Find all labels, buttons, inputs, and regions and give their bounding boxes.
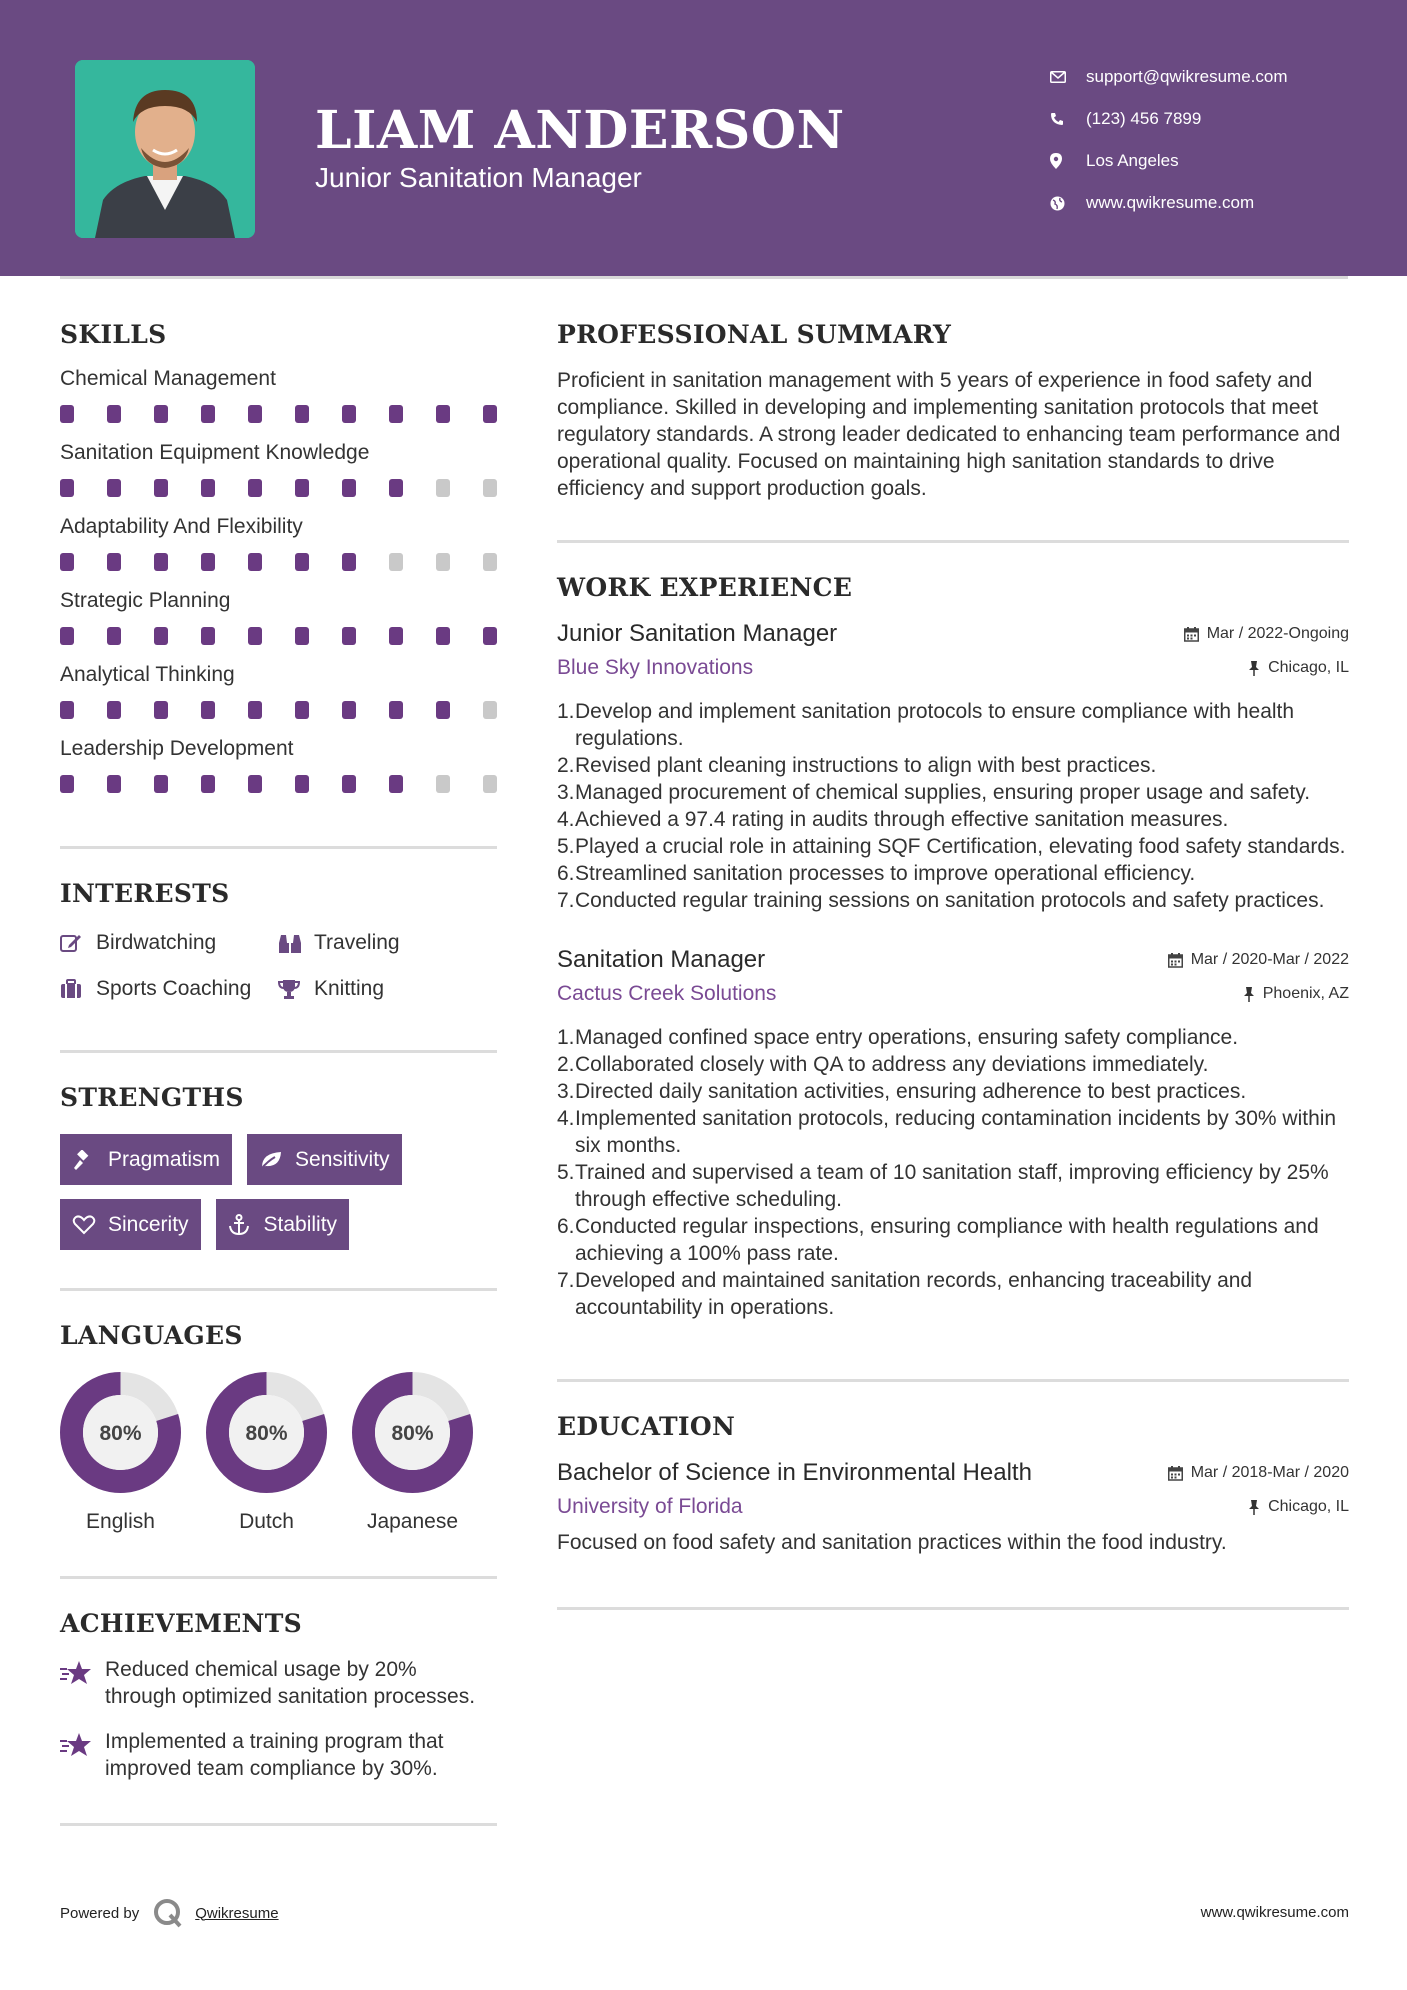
language-item	[206, 1372, 327, 1534]
bullet-text: Conducted regular inspections, ensuring compliance with health regulations and achieving a 100% pass rate.	[575, 1215, 1319, 1265]
rating-dot-filled	[248, 479, 262, 497]
rating-dot-filled	[295, 479, 309, 497]
strength-label: Sincerity	[108, 1212, 189, 1236]
rating-dot-filled	[107, 627, 121, 645]
rating-dot-filled	[107, 405, 121, 423]
rating-dot-filled	[389, 775, 403, 793]
skill-rating	[60, 479, 497, 497]
achievement-item	[60, 1728, 497, 1782]
rating-dot-filled	[342, 775, 356, 793]
candidate-title: Junior Sanitation Manager	[315, 162, 642, 193]
list-item: 7. Developed and maintained sanitation records, enhancing traceability and accountability in operations.	[557, 1267, 1349, 1321]
job-subheader	[557, 656, 1349, 680]
rating-dot-filled	[295, 553, 309, 571]
list-item: 4. Achieved a 97.4 rating in audits through effective sanitation measures.	[557, 808, 1229, 831]
language-progress-ring	[352, 1372, 473, 1493]
rating-dot-filled	[436, 405, 450, 423]
job-entry	[557, 620, 1349, 914]
rating-dot-empty	[389, 553, 403, 571]
job-location	[1248, 659, 1349, 677]
rating-dot-filled	[389, 405, 403, 423]
rating-dot-filled	[342, 553, 356, 571]
contact-list	[1050, 56, 1288, 224]
rating-dot-filled	[60, 553, 74, 571]
skills-list	[60, 367, 497, 793]
qwikresume-link[interactable]: Qwikresume	[195, 1904, 279, 1922]
rating-dot-filled	[201, 405, 215, 423]
skills-heading: SKILLS	[60, 320, 167, 349]
job-header	[557, 620, 1349, 648]
education-subheader	[557, 1495, 1349, 1519]
interest-item	[278, 976, 488, 1002]
bullet-text: Directed daily sanitation activities, ensuring adherence to best practices.	[575, 1080, 1247, 1103]
pushpin-icon	[1248, 1500, 1260, 1515]
rating-dot-filled	[248, 405, 262, 423]
skill-name: Chemical Management	[60, 367, 276, 390]
strength-tag	[60, 1199, 201, 1250]
bullet-text: Trained and supervised a team of 10 sanitation staff, improving efficiency by 25% through effective scheduling.	[575, 1161, 1329, 1211]
interest-label: Knitting	[314, 977, 385, 1000]
languages-heading: LANGUAGES	[60, 1321, 243, 1350]
rating-dot-empty	[483, 701, 497, 719]
binoculars-icon	[278, 933, 314, 953]
rating-dot-filled	[295, 405, 309, 423]
contact-location-text: Los Angeles	[1086, 151, 1179, 170]
list-item: 1. Managed confined space entry operations, ensuring safety compliance.	[557, 1026, 1239, 1049]
job-dates	[1168, 951, 1349, 969]
rating-dot-filled	[342, 405, 356, 423]
candidate-name: LIAM ANDERSON	[315, 100, 845, 161]
strength-tag	[60, 1134, 232, 1185]
resume-header	[0, 0, 1407, 276]
skill-item	[60, 589, 497, 645]
bullet-text: Managed procurement of chemical supplies, ensuring proper usage and safety.	[575, 781, 1311, 804]
education-section	[557, 1412, 1349, 1555]
list-item: 7. Conducted regular training sessions on sanitation protocols and safety practices.	[557, 889, 1325, 912]
rating-dot-empty	[436, 553, 450, 571]
bullet-text: Develop and implement sanitation protocols to ensure compliance with health regulations.	[575, 700, 1295, 750]
skill-rating	[60, 627, 497, 645]
suitcase-icon	[60, 979, 96, 999]
strength-tag	[216, 1199, 350, 1250]
pushpin-icon	[1243, 987, 1255, 1002]
bullet-text: Revised plant cleaning instructions to align with best practices.	[575, 754, 1157, 777]
skill-item	[60, 367, 497, 423]
rating-dot-filled	[201, 553, 215, 571]
strength-label: Stability	[263, 1212, 338, 1236]
rating-dot-empty	[436, 775, 450, 793]
star-badge-icon	[60, 1656, 105, 1710]
bullet-text: Developed and maintained sanitation records, enhancing traceability and accountability in operations.	[575, 1269, 1253, 1319]
rating-dot-filled	[295, 775, 309, 793]
rating-dot-filled	[248, 701, 262, 719]
job-dates-text: Mar / 2020-Mar / 2022	[1190, 951, 1349, 968]
globe-icon	[1050, 196, 1086, 211]
strength-tag	[247, 1134, 402, 1185]
trophy-icon	[278, 979, 314, 999]
experience-section	[557, 573, 1349, 1321]
section-divider	[557, 1607, 1349, 1610]
bullet-text: Collaborated closely with QA to address any deviations immediately.	[575, 1053, 1209, 1076]
company-name: Cactus Creek Solutions	[557, 982, 777, 1005]
heart-icon	[72, 1215, 108, 1235]
list-item: 3. Managed procurement of chemical supplies, ensuring proper usage and safety.	[557, 781, 1311, 804]
language-percent: 80%	[99, 1422, 142, 1445]
rating-dot-filled	[154, 627, 168, 645]
rating-dot-filled	[154, 775, 168, 793]
calendar-icon	[1168, 953, 1183, 968]
achievements-heading: ACHIEVEMENTS	[60, 1609, 302, 1638]
skill-name: Sanitation Equipment Knowledge	[60, 441, 370, 464]
bullet-text: Conducted regular training sessions on sanitation protocols and safety practices.	[575, 889, 1325, 912]
interest-item	[60, 930, 278, 956]
skills-section	[60, 320, 497, 793]
leaf-icon	[259, 1150, 295, 1170]
interest-item	[60, 976, 278, 1002]
education-heading: EDUCATION	[557, 1412, 736, 1441]
rating-dot-filled	[342, 627, 356, 645]
company-name: Blue Sky Innovations	[557, 656, 754, 679]
education-dates-text: Mar / 2018-Mar / 2020	[1190, 1464, 1349, 1481]
contact-location	[1050, 140, 1288, 182]
pencil-square-icon	[60, 933, 96, 953]
interest-item	[278, 930, 488, 956]
pushpin-icon	[1248, 661, 1260, 676]
skill-rating	[60, 405, 497, 423]
interest-label: Birdwatching	[96, 931, 217, 954]
language-name: Japanese	[366, 1510, 459, 1533]
rating-dot-filled	[389, 479, 403, 497]
school-name: University of Florida	[557, 1495, 743, 1518]
list-item: 1. Develop and implement sanitation protocols to ensure compliance with health regulations.	[557, 698, 1349, 752]
contact-phone-text: (123) 456 7899	[1086, 109, 1202, 128]
rating-dot-empty	[436, 479, 450, 497]
rating-dot-filled	[107, 553, 121, 571]
skill-item	[60, 737, 497, 793]
interest-label: Traveling	[314, 931, 400, 954]
rating-dot-filled	[248, 775, 262, 793]
languages-section	[60, 1321, 497, 1534]
strength-label: Pragmatism	[108, 1147, 221, 1171]
language-percent: 80%	[245, 1422, 288, 1445]
rating-dot-empty	[483, 479, 497, 497]
rating-dot-filled	[248, 627, 262, 645]
experience-heading: WORK EXPERIENCE	[557, 573, 853, 602]
interests-heading: INTERESTS	[60, 879, 230, 908]
bullet-text: Implemented sanitation protocols, reducing contamination incidents by 30% within six months.	[575, 1107, 1337, 1157]
job-bullets	[557, 1024, 1349, 1321]
job-location-text: Phoenix, AZ	[1262, 985, 1349, 1002]
rating-dot-empty	[483, 553, 497, 571]
section-divider	[60, 846, 497, 849]
gavel-icon	[72, 1150, 108, 1170]
profile-photo	[75, 60, 255, 238]
bullet-text: Played a crucial role in attaining SQF Certification, elevating food safety standards.	[575, 835, 1346, 858]
language-percent: 80%	[391, 1422, 434, 1445]
anchor-icon	[228, 1214, 264, 1236]
degree-title: Bachelor of Science in Environmental Health	[557, 1459, 1032, 1486]
left-column	[60, 320, 497, 1826]
footer-powered-by	[60, 1898, 279, 1928]
rating-dot-filled	[154, 553, 168, 571]
summary-section	[557, 320, 1349, 502]
rating-dot-filled	[154, 701, 168, 719]
job-subheader	[557, 982, 1349, 1006]
rating-dot-filled	[342, 701, 356, 719]
language-item	[60, 1372, 181, 1534]
achievement-item	[60, 1656, 497, 1710]
skill-item	[60, 663, 497, 719]
languages-list	[60, 1372, 497, 1534]
strengths-list	[60, 1134, 497, 1250]
rating-dot-filled	[436, 627, 450, 645]
rating-dot-filled	[107, 701, 121, 719]
section-divider	[557, 1379, 1349, 1382]
list-item: 5. Trained and supervised a team of 10 sanitation staff, improving efficiency by 25% through effective scheduling.	[557, 1159, 1349, 1213]
achievement-text: Implemented a training program that improved team compliance by 30%.	[105, 1730, 444, 1780]
skill-rating	[60, 775, 497, 793]
profile-portrait-icon	[75, 60, 255, 238]
skill-item	[60, 515, 497, 571]
email-icon	[1050, 71, 1086, 83]
job-entry	[557, 946, 1349, 1321]
education-location	[1248, 1498, 1349, 1516]
language-item	[352, 1372, 473, 1534]
skill-name: Analytical Thinking	[60, 663, 235, 686]
rating-dot-filled	[201, 627, 215, 645]
summary-heading: PROFESSIONAL SUMMARY	[557, 320, 952, 349]
rating-dot-filled	[483, 405, 497, 423]
skill-item	[60, 441, 497, 497]
skill-name: Leadership Development	[60, 737, 294, 760]
calendar-icon	[1184, 627, 1199, 642]
contact-website[interactable]	[1050, 182, 1288, 224]
interests-list	[60, 930, 497, 1002]
interests-section	[60, 879, 497, 1002]
contact-phone[interactable]	[1050, 98, 1288, 140]
rating-dot-filled	[295, 701, 309, 719]
achievement-text: Reduced chemical usage by 20% through optimized sanitation processes.	[105, 1658, 476, 1708]
skill-rating	[60, 701, 497, 719]
phone-icon	[1050, 112, 1086, 126]
rating-dot-empty	[483, 775, 497, 793]
rating-dot-filled	[295, 627, 309, 645]
education-location-text: Chicago, IL	[1268, 1498, 1349, 1515]
job-dates-text: Mar / 2022-Ongoing	[1206, 625, 1349, 642]
rating-dot-filled	[389, 627, 403, 645]
rating-dot-filled	[342, 479, 356, 497]
language-progress-ring	[206, 1372, 327, 1493]
job-title: Junior Sanitation Manager	[557, 620, 838, 647]
list-item: 3. Directed daily sanitation activities, ensuring adherence to best practices.	[557, 1080, 1247, 1103]
rating-dot-filled	[389, 701, 403, 719]
job-header	[557, 946, 1349, 974]
skill-rating	[60, 553, 497, 571]
qwikresume-logo-icon	[153, 1898, 183, 1928]
list-item: 2. Revised plant cleaning instructions to align with best practices.	[557, 754, 1157, 777]
calendar-icon	[1168, 1466, 1183, 1481]
language-name: Dutch	[239, 1510, 294, 1533]
section-divider	[60, 1288, 497, 1291]
rating-dot-filled	[201, 775, 215, 793]
rating-dot-filled	[201, 701, 215, 719]
interest-label: Sports Coaching	[96, 977, 252, 1000]
list-item: 5. Played a crucial role in attaining SQF Certification, elevating food safety standards.	[557, 835, 1346, 858]
rating-dot-filled	[60, 627, 74, 645]
header-divider	[60, 276, 1348, 279]
rating-dot-filled	[201, 479, 215, 497]
rating-dot-filled	[107, 775, 121, 793]
language-name: English	[86, 1510, 155, 1533]
list-item: 2. Collaborated closely with QA to address any deviations immediately.	[557, 1053, 1209, 1076]
rating-dot-filled	[154, 479, 168, 497]
list-item: 4. Implemented sanitation protocols, reducing contamination incidents by 30% within six months.	[557, 1105, 1349, 1159]
strengths-section	[60, 1083, 497, 1250]
achievements-section	[60, 1609, 497, 1782]
contact-email-text: support@qwikresume.com	[1086, 67, 1288, 86]
bullet-text: Managed confined space entry operations, ensuring safety compliance.	[575, 1026, 1239, 1049]
star-badge-icon	[60, 1728, 105, 1782]
rating-dot-filled	[154, 405, 168, 423]
strengths-heading: STRENGTHS	[60, 1083, 244, 1112]
rating-dot-filled	[248, 553, 262, 571]
job-dates	[1184, 625, 1349, 643]
rating-dot-filled	[107, 479, 121, 497]
job-location-text: Chicago, IL	[1268, 659, 1349, 676]
rating-dot-filled	[436, 701, 450, 719]
rating-dot-filled	[60, 405, 74, 423]
skill-name: Adaptability And Flexibility	[60, 515, 303, 538]
section-divider	[60, 1576, 497, 1579]
summary-text: Proficient in sanitation management with 5 years of experience in food safety and compliance. Skilled in developing and implementing sanitation protocols that meet regulatory standards. A strong leader dedicated to enhancing team performance and operational quality. Focused on maintaining high sanitation standards to drive efficiency and support production goals.	[557, 369, 1341, 500]
rating-dot-filled	[483, 627, 497, 645]
rating-dot-filled	[60, 701, 74, 719]
section-divider	[557, 540, 1349, 543]
education-dates	[1168, 1464, 1349, 1482]
job-location	[1243, 985, 1349, 1003]
bullet-text: Streamlined sanitation processes to improve operational efficiency.	[575, 862, 1196, 885]
language-progress-ring	[60, 1372, 181, 1493]
education-description: Focused on food safety and sanitation practices within the food industry.	[557, 1531, 1227, 1554]
list-item: 6. Streamlined sanitation processes to improve operational efficiency.	[557, 862, 1196, 885]
right-column	[557, 320, 1349, 1610]
education-header	[557, 1459, 1349, 1487]
footer-website[interactable]: www.qwikresume.com	[1200, 1904, 1349, 1921]
contact-email[interactable]	[1050, 56, 1288, 98]
location-icon	[1050, 153, 1086, 169]
job-title: Sanitation Manager	[557, 946, 766, 973]
section-divider	[60, 1050, 497, 1053]
job-bullets	[557, 698, 1349, 914]
skill-name: Strategic Planning	[60, 589, 231, 612]
list-item: 6. Conducted regular inspections, ensuring compliance with health regulations and achieving a 100% pass rate.	[557, 1213, 1349, 1267]
powered-by-text: Powered by	[60, 1904, 140, 1922]
bullet-text: Achieved a 97.4 rating in audits through effective sanitation measures.	[575, 808, 1229, 831]
rating-dot-filled	[60, 775, 74, 793]
rating-dot-filled	[60, 479, 74, 497]
strength-label: Sensitivity	[295, 1147, 390, 1171]
contact-website-text: www.qwikresume.com	[1086, 193, 1255, 212]
section-divider	[60, 1823, 497, 1826]
